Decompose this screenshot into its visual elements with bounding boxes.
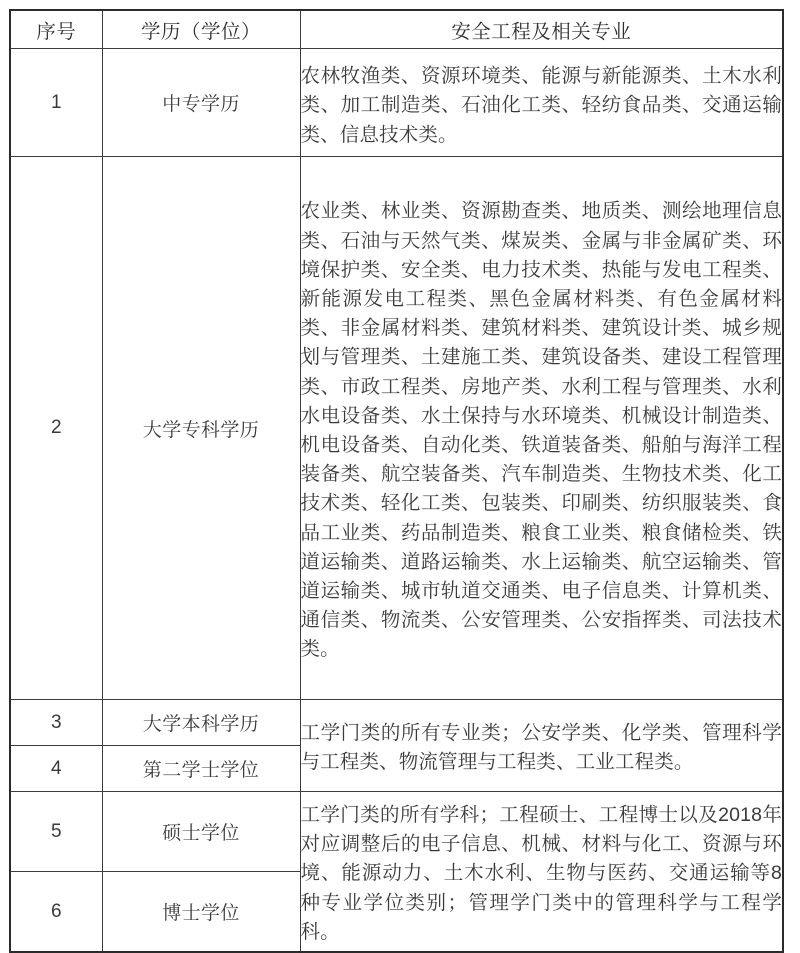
table-row [10,49,783,157]
row-degree: 博士学位 [102,872,300,953]
header-cell-degree: 学历（学位） [102,10,300,49]
row-degree: 大学专科学历 [102,157,300,700]
safety-engineering-majors-table [9,9,784,953]
table-header-row [10,10,783,49]
row-number: 6 [10,872,102,953]
row-number: 1 [10,49,102,157]
table-row [10,792,783,872]
row-majors-merged-5-6: 工学门类的所有学科；工程硕士、工程博士以及2018年对应调整后的电子信息、机械、材料与化工、资源与环境、能源动力、土木水利、生物与医药、交通运输等8种专业学位类别；管理学门类中的管理科学与工程学科。 [300,792,783,953]
row-degree: 大学本科学历 [102,700,300,746]
row-degree: 中专学历 [102,49,300,157]
table-row [10,157,783,700]
table-row [10,700,783,746]
row-number: 3 [10,700,102,746]
row-majors-merged-3-4: 工学门类的所有专业类；公安学类、化学类、管理科学与工程类、物流管理与工程类、工业工程类。 [300,700,783,792]
header-cell-no: 序号 [10,10,102,49]
row-number: 2 [10,157,102,700]
row-majors: 农业类、林业类、资源勘查类、地质类、测绘地理信息类、石油与天然气类、煤炭类、金属与非金属矿类、环境保护类、安全类、电力技术类、热能与发电工程类、新能源发电工程类、黑色金属材料类、有色金属材料类、非金属材料类、建筑材料类、建筑设计类、城乡规划与管理类、土建施工类、建筑设备类、建设工程管理类、市政工程类、房地产类、水利工程与管理类、水利水电设备类、水土保持与水环境类、机械设计制造类、机电设备类、自动化类、铁道装备类、船舶与海洋工程装备类、航空装备类、汽车制造类、生物技术类、化工技术类、轻化工类、包装类、印刷类、纺织服装类、食品工业类、药品制造类、粮食工业类、粮食储检类、铁道运输类、道路运输类、水上运输类、航空运输类、管道运输类、城市轨道交通类、电子信息类、计算机类、通信类、物流类、公安管理类、公安指挥类、司法技术类。 [300,157,783,700]
row-degree: 硕士学位 [102,792,300,872]
row-majors: 农林牧渔类、资源环境类、能源与新能源类、土木水利类、加工制造类、石油化工类、轻纺食品类、交通运输类、信息技术类。 [300,49,783,157]
row-number: 5 [10,792,102,872]
row-degree: 第二学士学位 [102,746,300,792]
header-cell-majors: 安全工程及相关专业 [300,10,783,49]
row-number: 4 [10,746,102,792]
